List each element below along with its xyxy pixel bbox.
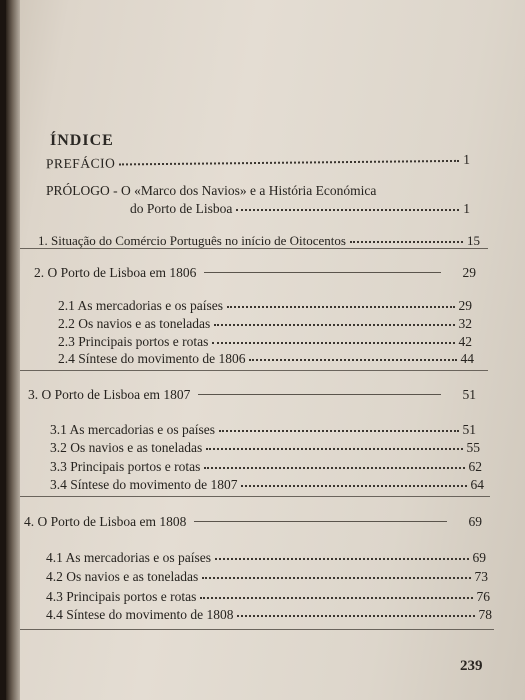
dot-leader (198, 394, 440, 395)
toc-entry-chapter-3[interactable] (28, 387, 476, 403)
toc-entry-page: 29 (458, 298, 472, 313)
toc-entry-prologo[interactable] (130, 201, 470, 217)
toc-entry-label: 3.3 Principais portos e rotas (50, 459, 201, 474)
toc-entry-label: 3.1 As mercadorias e os países (50, 422, 215, 437)
toc-entry-label: 4.2 Os navios e as toneladas (46, 569, 199, 584)
dot-leader (227, 306, 455, 308)
dot-leader (241, 485, 466, 487)
toc-entry-page: 69 (468, 514, 482, 529)
toc-entry-label: 3.4 Síntese do movimento de 1807 (50, 477, 238, 492)
dot-leader (219, 430, 459, 432)
toc-entry-2-1[interactable] (58, 298, 472, 314)
toc-entry-label: 3. O Porto de Lisboa em 1807 (28, 387, 191, 402)
toc-entry-chapter-2[interactable] (34, 265, 476, 281)
toc-entry-page: 73 (474, 569, 488, 584)
toc-entry-3-3[interactable] (50, 459, 482, 475)
dot-leader (194, 521, 446, 522)
toc-entry-page: 15 (467, 233, 480, 248)
toc-title: ÍNDICE (50, 132, 114, 149)
toc-entry-page: 78 (478, 607, 492, 622)
toc-entry-2-4[interactable] (58, 351, 474, 367)
dot-leader (350, 241, 463, 243)
toc-entry-label: do Porto de Lisboa (130, 201, 233, 216)
toc-entry-page: 51 (462, 422, 476, 437)
dot-leader (119, 160, 459, 166)
toc-entry-page: 32 (458, 316, 472, 331)
dot-leader (212, 342, 454, 344)
section-rule (20, 248, 488, 249)
toc-entry-label: 1. Situação do Comércio Português no início de Oitocentos (38, 233, 346, 248)
toc-entry-page: 1 (463, 201, 470, 216)
toc-entry-4-4[interactable] (46, 607, 492, 623)
dot-leader (249, 359, 456, 361)
section-rule (20, 370, 488, 371)
toc-entry-page: 51 (462, 387, 476, 402)
toc-entry-label: 4.4 Síntese do movimento de 1808 (46, 607, 234, 622)
dot-leader (236, 209, 459, 211)
toc-entry-chapter-4[interactable] (24, 514, 482, 530)
toc-entry-3-2[interactable] (50, 440, 480, 456)
section-rule (20, 629, 494, 630)
toc-entry-2-2[interactable] (58, 316, 472, 332)
toc-entry-page: 29 (462, 265, 476, 280)
page-number: 239 (460, 658, 483, 674)
dot-leader (202, 577, 470, 579)
toc-entry-page: 76 (476, 589, 490, 604)
dot-leader (214, 324, 454, 326)
toc-entry-page: 1 (463, 151, 471, 167)
toc-entry-label: 2. O Porto de Lisboa em 1806 (34, 265, 197, 280)
toc-entry-page: 44 (460, 351, 474, 366)
toc-entry-label: 4.3 Principais portos e rotas (46, 589, 197, 604)
book-page (6, 0, 525, 700)
toc-entry-page: 64 (470, 477, 484, 492)
toc-entry-label: 3.2 Os navios e as toneladas (50, 440, 203, 455)
toc-entry-label: 2.1 As mercadorias e os países (58, 298, 223, 313)
toc-entry-4-3[interactable] (46, 589, 490, 605)
dot-leader (200, 597, 472, 599)
page-crease (18, 60, 25, 80)
toc-entry-page: 55 (466, 440, 480, 455)
toc-entry-prologo-line1[interactable]: PRÓLOGO - O «Marco dos Navios» e a História Económica (46, 183, 377, 198)
toc-entry-label: 4.1 As mercadorias e os países (46, 550, 211, 565)
toc-entry-label: 4. O Porto de Lisboa em 1808 (24, 514, 187, 529)
toc-entry-4-1[interactable] (46, 550, 486, 566)
dot-leader (237, 615, 474, 617)
toc-entry-chapter-1[interactable] (38, 233, 480, 249)
book-spine (6, 0, 20, 700)
toc-entry-label: PREFÁCIO (45, 155, 116, 172)
toc-entry-label: 2.2 Os navios e as toneladas (58, 316, 211, 331)
toc-entry-label: 2.4 Síntese do movimento de 1806 (58, 351, 246, 366)
toc-entry-label: 2.3 Principais portos e rotas (58, 334, 209, 349)
toc-entry-prefacio[interactable] (46, 152, 470, 172)
toc-entry-3-4[interactable] (50, 477, 484, 493)
dot-leader (206, 448, 462, 450)
toc-entry-page: 62 (468, 459, 482, 474)
toc-entry-4-2[interactable] (46, 569, 488, 585)
toc-entry-page: 69 (472, 550, 486, 565)
toc-entry-page: 42 (458, 334, 472, 349)
dot-leader (215, 558, 469, 560)
section-rule (20, 496, 490, 497)
toc-entry-2-3[interactable] (58, 334, 472, 350)
dot-leader (204, 272, 440, 273)
toc-entry-3-1[interactable] (50, 422, 476, 438)
dot-leader (204, 467, 464, 469)
